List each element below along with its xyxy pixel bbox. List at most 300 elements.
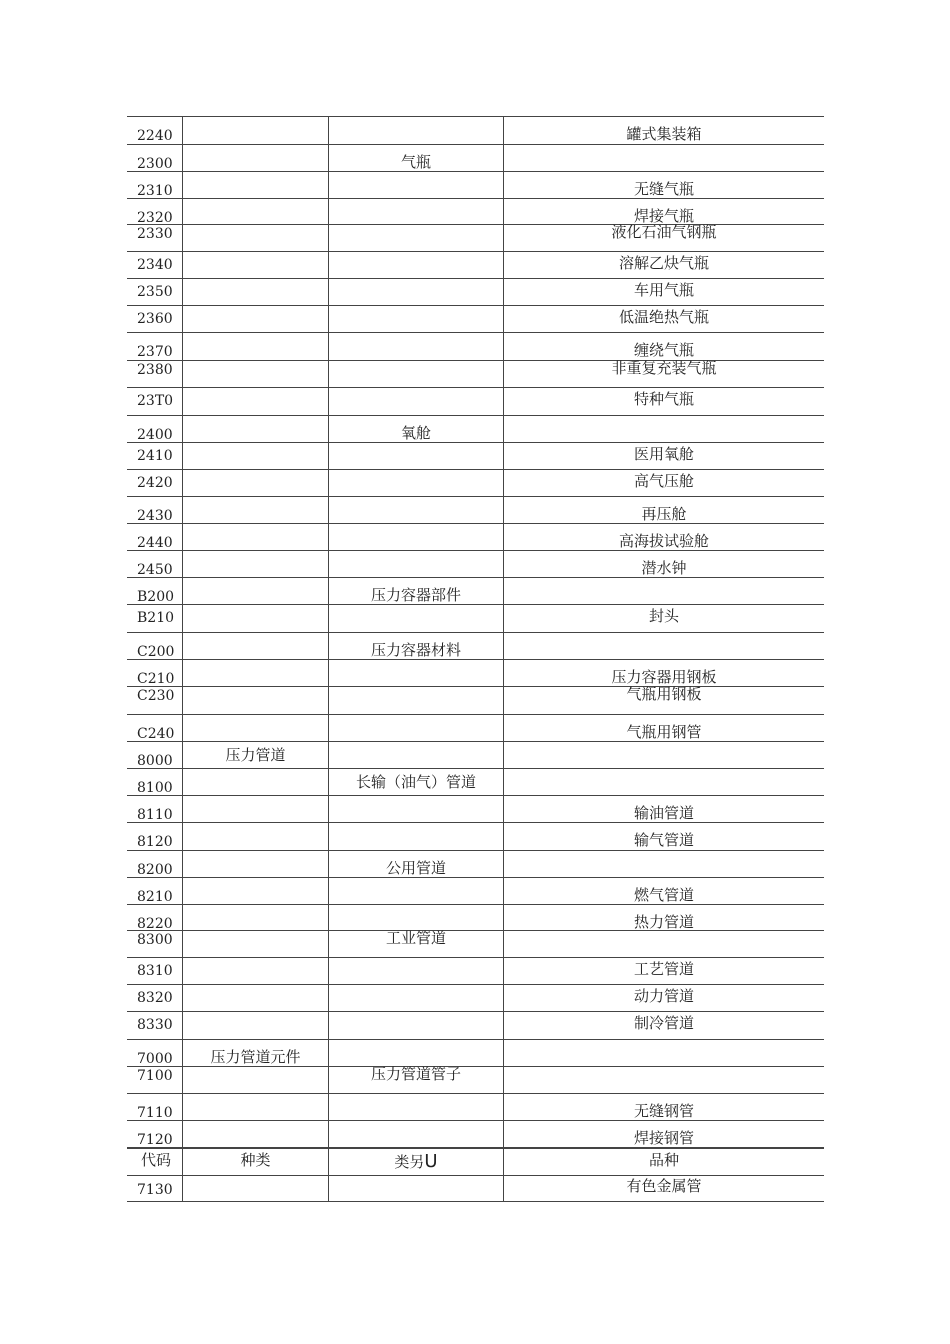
col-divider — [182, 742, 183, 768]
cell-variety: 无缝气瓶 — [633, 180, 694, 198]
cell-variety: 气瓶用钢管 — [626, 723, 702, 741]
cell-variety: 燃气管道 — [633, 886, 694, 904]
cell-code: 7120 — [137, 1132, 173, 1148]
cell-type — [183, 1012, 328, 1039]
cell-type — [183, 1067, 328, 1093]
cell-category — [329, 878, 503, 904]
cell-category — [329, 742, 503, 768]
table-row — [127, 604, 824, 632]
cell-type — [183, 333, 328, 360]
col-divider — [328, 742, 329, 768]
table-row — [127, 577, 824, 604]
cell-category — [329, 225, 503, 251]
col-divider — [182, 1176, 183, 1201]
cell-code: 8100 — [137, 780, 173, 796]
cell-type — [183, 958, 328, 984]
cell-code: B200 — [137, 589, 175, 605]
table-row — [127, 795, 824, 822]
cell-code: 2300 — [137, 156, 173, 172]
col-divider — [328, 823, 329, 850]
header-category-text: 类另 — [394, 1153, 425, 1171]
col-divider — [503, 333, 504, 360]
cell-variety: 再压舱 — [641, 505, 687, 523]
cell-type — [183, 851, 328, 877]
col-divider — [503, 145, 504, 171]
cell-type — [183, 551, 328, 577]
table-row — [127, 144, 824, 171]
cell-category: 气瓶 — [400, 153, 431, 171]
col-divider — [328, 1176, 329, 1201]
table-row — [127, 686, 824, 714]
cell-category: 公用管道 — [385, 859, 446, 877]
col-divider — [182, 715, 183, 741]
table-row — [127, 1011, 824, 1039]
cell-category — [329, 823, 503, 850]
col-divider — [328, 769, 329, 795]
cell-variety: 缠绕气瓶 — [633, 341, 694, 359]
cell-type — [183, 578, 328, 604]
cell-code: 8110 — [137, 807, 173, 823]
cell-code: 2310 — [137, 183, 173, 199]
cell-code: 8200 — [137, 862, 173, 878]
cell-code: 2450 — [137, 562, 173, 578]
cell-variety: 动力管道 — [633, 987, 694, 1005]
col-divider — [503, 470, 504, 496]
col-divider — [503, 958, 504, 984]
col-divider — [503, 279, 504, 305]
col-divider — [328, 361, 329, 387]
col-divider — [328, 1094, 329, 1120]
cell-code: 2330 — [137, 226, 173, 242]
cell-type — [183, 660, 328, 686]
col-divider — [328, 416, 329, 442]
cell-code: C200 — [137, 644, 175, 660]
cell-variety: 压力容器用钢板 — [611, 668, 717, 686]
table-row — [127, 387, 824, 415]
cell-type: 压力管道 — [225, 746, 286, 764]
col-divider — [503, 388, 504, 415]
col-divider — [328, 497, 329, 523]
col-divider — [503, 252, 504, 278]
cell-variety: 焊接气瓶 — [633, 207, 694, 225]
cell-code: 2320 — [137, 210, 173, 226]
header-type: 种类 — [240, 1151, 271, 1169]
table-row — [127, 469, 824, 496]
col-divider — [182, 1040, 183, 1066]
col-divider — [328, 279, 329, 305]
cell-variety — [504, 742, 824, 768]
table-row — [127, 496, 824, 523]
cell-category — [329, 958, 503, 984]
cell-code: 7130 — [137, 1182, 173, 1198]
col-divider — [328, 931, 329, 957]
cell-variety — [504, 578, 824, 604]
col-divider — [503, 1149, 504, 1175]
col-divider — [503, 225, 504, 251]
col-divider — [328, 1149, 329, 1175]
table-row — [127, 523, 824, 550]
table-row — [127, 877, 824, 904]
cell-variety: 液化石油气钢瓶 — [611, 223, 717, 241]
col-divider — [182, 660, 183, 686]
cell-code: 8120 — [137, 834, 173, 850]
col-divider — [503, 1121, 504, 1147]
cell-type — [183, 524, 328, 550]
col-divider — [503, 524, 504, 550]
cell-category — [329, 605, 503, 632]
cell-category — [329, 1012, 503, 1039]
cell-type — [183, 985, 328, 1011]
col-divider — [328, 1121, 329, 1147]
cell-type — [183, 905, 328, 930]
cell-category: 压力容器材料 — [370, 641, 461, 659]
col-divider — [182, 361, 183, 387]
cell-variety: 高海拔试验舱 — [618, 532, 709, 550]
col-divider — [503, 497, 504, 523]
col-divider — [503, 117, 504, 144]
cell-code: 7100 — [137, 1068, 173, 1084]
cell-code: 8300 — [137, 932, 173, 948]
col-divider — [503, 1094, 504, 1120]
cell-variety — [504, 851, 824, 877]
col-divider — [503, 551, 504, 577]
cell-type — [183, 416, 328, 442]
cell-variety — [504, 1067, 824, 1093]
cell-variety: 高气压舱 — [633, 472, 694, 490]
col-divider — [182, 605, 183, 632]
cell-code: 8000 — [137, 753, 173, 769]
col-divider — [182, 497, 183, 523]
cell-code: 8210 — [137, 889, 173, 905]
col-divider — [328, 905, 329, 930]
cell-category — [329, 306, 503, 332]
cell-category — [329, 470, 503, 496]
cell-variety — [504, 416, 824, 442]
header-category — [329, 1149, 503, 1175]
cell-type — [183, 470, 328, 496]
cell-category — [329, 1094, 503, 1120]
col-divider — [328, 333, 329, 360]
cell-category — [329, 796, 503, 822]
col-divider — [182, 252, 183, 278]
cell-variety: 溶解乙炔气瓶 — [618, 254, 709, 272]
col-divider — [503, 851, 504, 877]
cell-variety — [504, 769, 824, 795]
cell-code: C210 — [137, 671, 175, 687]
col-divider — [328, 715, 329, 741]
cell-category — [329, 524, 503, 550]
cell-type — [183, 687, 328, 714]
table-row — [127, 415, 824, 442]
cell-variety: 输气管道 — [633, 831, 694, 849]
cell-variety: 工艺管道 — [633, 960, 694, 978]
header-code: 代码 — [141, 1151, 172, 1169]
table-row — [127, 1066, 824, 1093]
table-row — [127, 1175, 824, 1202]
col-divider — [182, 524, 183, 550]
cell-category — [329, 497, 503, 523]
table-row — [127, 822, 824, 850]
cell-type — [183, 361, 328, 387]
col-divider — [503, 578, 504, 604]
col-divider — [182, 633, 183, 659]
col-divider — [503, 769, 504, 795]
col-divider — [503, 931, 504, 957]
cell-code: 2410 — [137, 448, 173, 464]
cell-code: 8330 — [137, 1017, 173, 1033]
col-divider — [328, 225, 329, 251]
table-row — [127, 171, 824, 198]
col-divider — [328, 1012, 329, 1039]
col-divider — [328, 306, 329, 332]
cell-variety — [504, 633, 824, 659]
cell-variety: 非重复充装气瓶 — [611, 359, 717, 377]
cell-variety: 焊接钢管 — [633, 1129, 694, 1147]
cell-code: 2340 — [137, 257, 173, 273]
cell-code: 2400 — [137, 427, 173, 443]
cell-category — [329, 1176, 503, 1201]
cell-type — [183, 823, 328, 850]
col-divider — [503, 1067, 504, 1093]
col-divider — [328, 199, 329, 224]
cell-variety: 气瓶用钢板 — [626, 685, 702, 703]
table-row — [127, 741, 824, 768]
col-divider — [328, 605, 329, 632]
cell-type: 压力管道元件 — [210, 1048, 301, 1066]
col-divider — [328, 985, 329, 1011]
col-divider — [182, 769, 183, 795]
cell-variety: 输油管道 — [633, 804, 694, 822]
cell-category — [329, 199, 503, 224]
col-divider — [503, 1012, 504, 1039]
col-divider — [503, 199, 504, 224]
cell-code: 2370 — [137, 344, 173, 360]
cell-code: 2380 — [137, 362, 173, 378]
cell-category — [329, 1040, 503, 1066]
col-divider — [182, 578, 183, 604]
cell-variety — [504, 145, 824, 171]
col-divider — [328, 796, 329, 822]
col-divider — [182, 796, 183, 822]
cell-code: 7110 — [137, 1105, 173, 1121]
col-divider — [182, 117, 183, 144]
header-category-suffix: U — [424, 1151, 438, 1172]
cell-type — [183, 1176, 328, 1201]
col-divider — [503, 985, 504, 1011]
cell-code: 2360 — [137, 311, 173, 327]
cell-code: 2440 — [137, 535, 173, 551]
cell-type — [183, 1121, 328, 1147]
cell-variety — [504, 1040, 824, 1066]
col-divider — [503, 1176, 504, 1201]
col-divider — [328, 551, 329, 577]
table-row — [127, 768, 824, 795]
col-divider — [182, 1149, 183, 1175]
col-divider — [503, 1040, 504, 1066]
col-divider — [328, 578, 329, 604]
cell-code: 2430 — [137, 508, 173, 524]
cell-type — [183, 306, 328, 332]
cell-category — [329, 252, 503, 278]
table-row — [127, 984, 824, 1011]
col-divider — [328, 388, 329, 415]
col-divider — [328, 660, 329, 686]
col-divider — [182, 333, 183, 360]
col-divider — [182, 905, 183, 930]
col-divider — [503, 823, 504, 850]
cell-code: 23T0 — [137, 393, 174, 409]
cell-category — [329, 361, 503, 387]
col-divider — [182, 443, 183, 469]
col-divider — [328, 851, 329, 877]
col-divider — [182, 1094, 183, 1120]
table-row — [127, 1093, 824, 1120]
cell-type — [183, 715, 328, 741]
col-divider — [328, 252, 329, 278]
table-row — [127, 251, 824, 278]
table-row — [127, 1120, 824, 1148]
col-divider — [328, 878, 329, 904]
table-header-row — [127, 1148, 824, 1175]
table-row — [127, 442, 824, 469]
col-divider — [328, 687, 329, 714]
col-divider — [182, 878, 183, 904]
cell-type — [183, 172, 328, 198]
col-divider — [182, 958, 183, 984]
cell-code: 8310 — [137, 963, 173, 979]
table-row — [127, 305, 824, 332]
cell-type — [183, 279, 328, 305]
col-divider — [182, 225, 183, 251]
table-row — [127, 850, 824, 877]
table-row — [127, 360, 824, 387]
cell-variety: 封头 — [648, 607, 679, 625]
cell-category: 长输（油气）管道 — [355, 773, 476, 791]
cell-category: 氧舱 — [400, 424, 431, 442]
col-divider — [182, 172, 183, 198]
col-divider — [503, 715, 504, 741]
cell-category — [329, 117, 503, 144]
col-divider — [503, 172, 504, 198]
col-divider — [182, 279, 183, 305]
col-divider — [503, 796, 504, 822]
table-row — [127, 1039, 824, 1066]
table-row — [127, 659, 824, 686]
classification-table — [127, 116, 824, 1202]
cell-variety: 特种气瓶 — [633, 390, 694, 408]
cell-category — [329, 388, 503, 415]
col-divider — [503, 878, 504, 904]
col-divider — [503, 605, 504, 632]
cell-type — [183, 497, 328, 523]
cell-code: C240 — [137, 726, 175, 742]
table-row — [127, 957, 824, 984]
cell-category — [329, 443, 503, 469]
cell-variety: 潜水钟 — [641, 559, 687, 577]
col-divider — [328, 958, 329, 984]
cell-code: B210 — [137, 610, 175, 626]
col-divider — [328, 524, 329, 550]
cell-type — [183, 199, 328, 224]
col-divider — [328, 443, 329, 469]
col-divider — [182, 1121, 183, 1147]
cell-variety: 无缝钢管 — [633, 1102, 694, 1120]
cell-variety: 热力管道 — [633, 913, 694, 931]
col-divider — [182, 1012, 183, 1039]
cell-category — [329, 279, 503, 305]
cell-category — [329, 172, 503, 198]
cell-type — [183, 252, 328, 278]
table-row — [127, 930, 824, 957]
table-row — [127, 332, 824, 360]
cell-variety: 低温绝热气瓶 — [618, 308, 709, 326]
cell-type — [183, 117, 328, 144]
col-divider — [328, 172, 329, 198]
col-divider — [182, 851, 183, 877]
col-divider — [503, 905, 504, 930]
cell-type — [183, 769, 328, 795]
cell-variety — [504, 931, 824, 957]
cell-type — [183, 878, 328, 904]
table-row — [127, 278, 824, 305]
col-divider — [182, 931, 183, 957]
cell-code: 2350 — [137, 284, 173, 300]
col-divider — [182, 416, 183, 442]
cell-category — [329, 905, 503, 930]
col-divider — [328, 633, 329, 659]
table-row — [127, 904, 824, 930]
cell-variety: 车用气瓶 — [633, 281, 694, 299]
table-row — [127, 550, 824, 577]
cell-code: 8320 — [137, 990, 173, 1006]
cell-variety: 医用氧舱 — [633, 445, 694, 463]
header-variety: 品种 — [648, 1151, 679, 1169]
cell-type — [183, 388, 328, 415]
cell-category — [329, 660, 503, 686]
col-divider — [328, 1067, 329, 1093]
col-divider — [182, 199, 183, 224]
cell-code: 2240 — [137, 128, 173, 144]
col-divider — [503, 633, 504, 659]
col-divider — [328, 1040, 329, 1066]
cell-type — [183, 605, 328, 632]
cell-code: 7000 — [137, 1051, 173, 1067]
col-divider — [182, 551, 183, 577]
col-divider — [182, 306, 183, 332]
col-divider — [328, 145, 329, 171]
cell-variety: 罐式集装箱 — [626, 125, 702, 143]
cell-type — [183, 633, 328, 659]
col-divider — [182, 1067, 183, 1093]
table-row — [127, 632, 824, 659]
col-divider — [182, 145, 183, 171]
col-divider — [503, 306, 504, 332]
cell-category: 工业管道 — [385, 929, 446, 947]
table-row — [127, 224, 824, 251]
col-divider — [328, 470, 329, 496]
cell-type — [183, 1094, 328, 1120]
col-divider — [182, 687, 183, 714]
cell-type — [183, 931, 328, 957]
table-row — [127, 198, 824, 224]
cell-category — [329, 715, 503, 741]
col-divider — [503, 742, 504, 768]
col-divider — [503, 687, 504, 714]
cell-code: 8220 — [137, 916, 173, 932]
cell-category: 压力管道管子 — [370, 1065, 461, 1083]
col-divider — [328, 117, 329, 144]
cell-category — [329, 985, 503, 1011]
